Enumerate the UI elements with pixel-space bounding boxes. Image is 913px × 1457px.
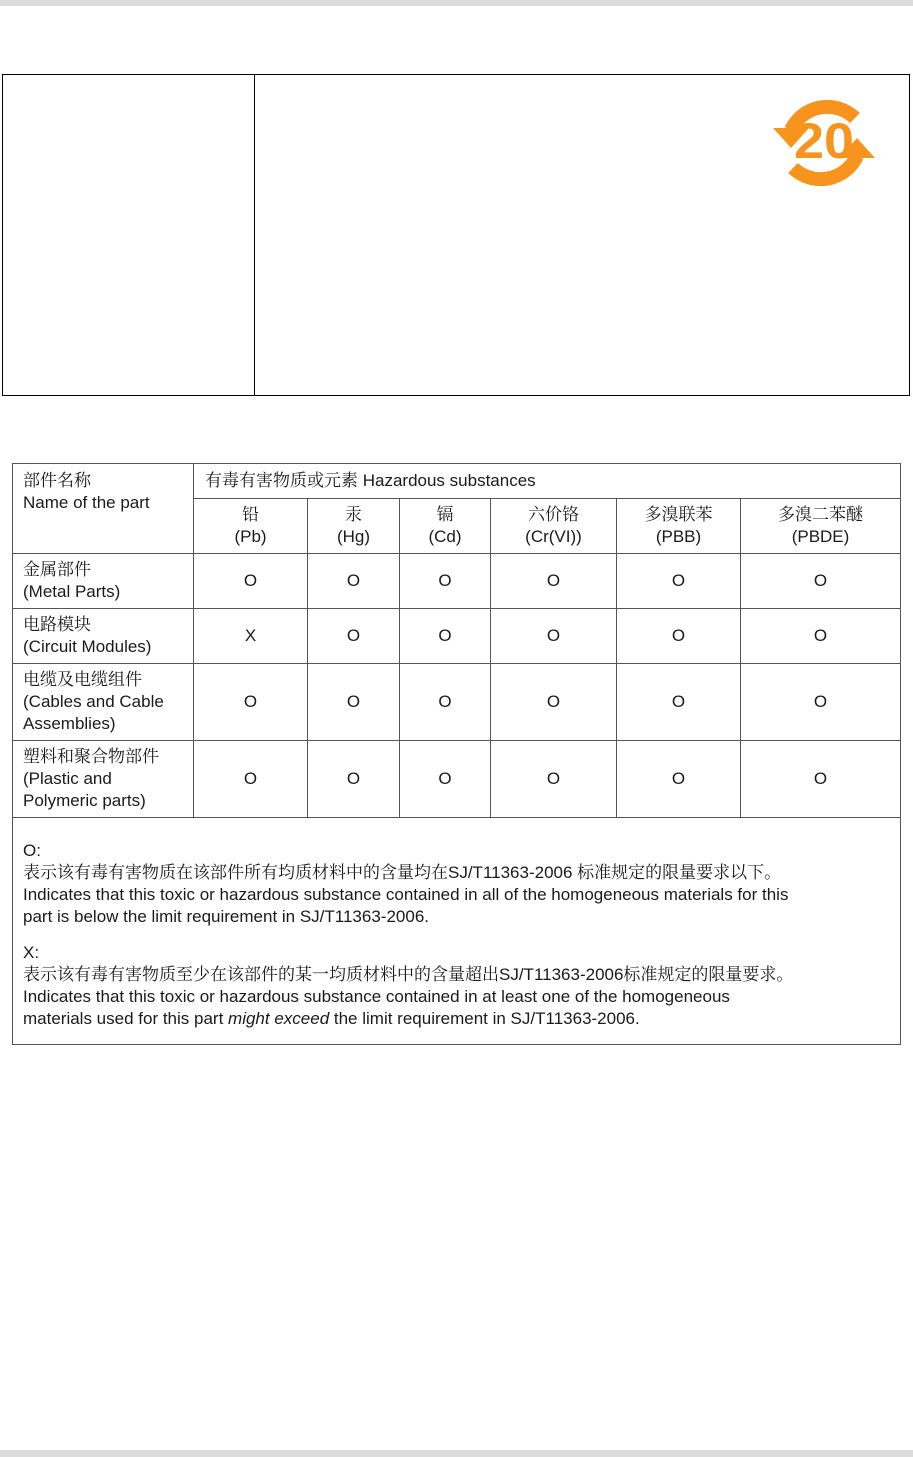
hazardous-substances-table <box>12 463 901 1045</box>
substance-header-cd <box>400 499 491 554</box>
compliance-mark: O <box>308 554 400 609</box>
substance-code: (Cr(VI)) <box>525 527 582 546</box>
part-name-en: (Plastic and <box>23 769 112 788</box>
table-row-cables <box>13 664 901 741</box>
page-top-band <box>0 0 913 6</box>
compliance-mark: O <box>194 741 308 818</box>
part-name-cn: 金属部件 <box>23 560 91 579</box>
compliance-mark: O <box>491 609 617 664</box>
compliance-mark: O <box>308 664 400 741</box>
part-name-header-cn: 部件名称 <box>23 471 91 490</box>
substance-cn: 多溴联苯 <box>644 505 713 524</box>
substance-header-pb <box>194 499 308 554</box>
compliance-mark: O <box>741 609 901 664</box>
substance-header-pbde <box>741 499 901 554</box>
label-frame-divider <box>254 75 255 395</box>
compliance-mark: O <box>741 741 901 818</box>
x-legend-en-post: the limit requirement in SJ/T11363-2006. <box>329 1009 640 1028</box>
substance-cn: 汞 <box>345 505 362 524</box>
label-frame <box>2 74 910 396</box>
substance-code: (PBDE) <box>791 527 850 546</box>
o-legend-en-line2: part is below the limit requirement in SJ/T11363-2006. <box>23 907 429 926</box>
substance-cn: 多溴二苯醚 <box>778 505 863 524</box>
epup-20-icon <box>769 84 877 202</box>
compliance-mark: O <box>617 609 741 664</box>
part-name-cn: 电路模块 <box>23 615 91 634</box>
page-bottom-band <box>0 1450 913 1457</box>
o-legend-label: O: <box>23 841 41 860</box>
compliance-mark: O <box>617 554 741 609</box>
compliance-mark: X <box>194 609 308 664</box>
substance-code: (PBB) <box>655 527 702 546</box>
hazardous-substances-header: 有毒有害物质或元素 Hazardous substances <box>194 464 901 499</box>
compliance-mark: O <box>308 741 400 818</box>
substance-header-cr6 <box>491 499 617 554</box>
compliance-mark: O <box>400 554 491 609</box>
compliance-mark: O <box>741 664 901 741</box>
table-row-metal-parts <box>13 554 901 609</box>
x-legend-en-line2 <box>23 1008 890 1030</box>
substance-code: (Pb) <box>234 527 267 546</box>
x-legend-cn: 表示该有毒有害物质至少在该部件的某一均质材料中的含量超出SJ/T11363-2006标准规定的限量要求。 <box>23 965 794 984</box>
compliance-mark: O <box>400 741 491 818</box>
substance-header-hg <box>308 499 400 554</box>
substance-cn: 镉 <box>436 505 454 524</box>
part-name-header <box>13 464 194 554</box>
compliance-mark: O <box>491 554 617 609</box>
x-legend-en-emphasis: might exceed <box>228 1009 330 1028</box>
compliance-mark: O <box>400 664 491 741</box>
table-row-plastic-parts <box>13 741 901 818</box>
compliance-mark: O <box>741 554 901 609</box>
substance-code: (Hg) <box>336 527 371 546</box>
compliance-mark: O <box>491 741 617 818</box>
compliance-mark: O <box>308 609 400 664</box>
substance-header-pbb <box>617 499 741 554</box>
part-name-en: (Metal Parts) <box>23 582 121 601</box>
part-name-en: (Circuit Modules) <box>23 637 152 656</box>
part-name-cell <box>13 554 194 609</box>
part-name-cell <box>13 741 194 818</box>
part-name-en-line2: Polymeric parts) <box>23 791 146 810</box>
part-name-en: (Cables and Cable <box>23 692 164 711</box>
x-legend-en-pre: materials used for this part <box>23 1009 229 1028</box>
x-legend-label: X: <box>23 943 40 962</box>
notes-cell <box>13 818 901 1045</box>
epup-period: 20 <box>794 113 854 169</box>
part-name-en-line2: Assemblies) <box>23 714 116 733</box>
o-legend-en-line1: Indicates that this toxic or hazardous substance contained in all of the homogeneous materials for this <box>23 885 789 904</box>
substance-cn: 铅 <box>242 505 259 524</box>
compliance-mark: O <box>400 609 491 664</box>
part-name-cn: 电缆及电缆组件 <box>23 670 142 689</box>
substance-code: (Cd) <box>428 527 462 546</box>
part-name-cn: 塑料和聚合物部件 <box>23 747 159 766</box>
o-legend-cn: 表示该有毒有害物质在该部件所有均质材料中的含量均在SJ/T11363-2006 标准规定的限量要求以下。 <box>23 863 782 882</box>
compliance-mark: O <box>194 664 308 741</box>
part-name-header-en: Name of the part <box>23 493 150 512</box>
part-name-cell <box>13 609 194 664</box>
part-name-cell <box>13 664 194 741</box>
legend-gap <box>23 928 890 942</box>
x-legend-en-line1: Indicates that this toxic or hazardous substance contained in at least one of the homogeneous <box>23 987 730 1006</box>
compliance-mark: O <box>194 554 308 609</box>
compliance-mark: O <box>491 664 617 741</box>
compliance-mark: O <box>617 741 741 818</box>
table-row-notes <box>13 818 901 1045</box>
table-row-circuit-modules <box>13 609 901 664</box>
substance-cn: 六价铬 <box>528 505 579 524</box>
compliance-mark: O <box>617 664 741 741</box>
